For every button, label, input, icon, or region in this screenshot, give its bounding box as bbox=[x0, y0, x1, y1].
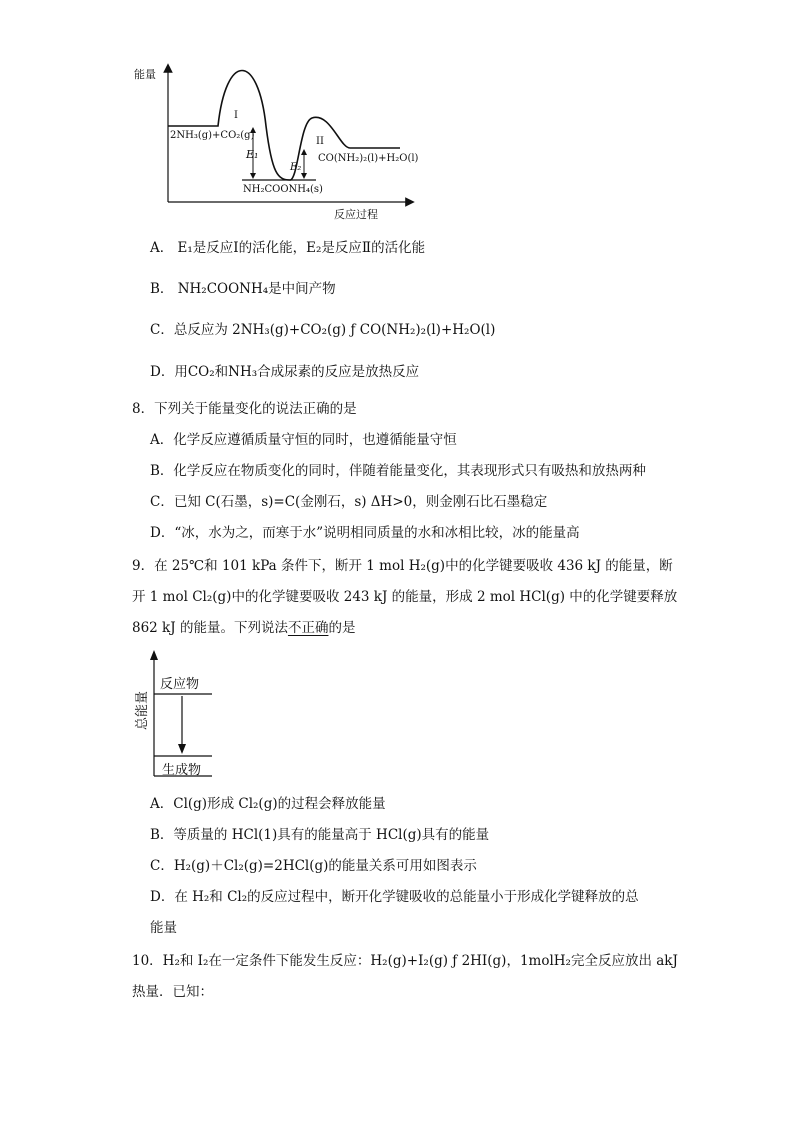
total-energy-diagram bbox=[128, 648, 228, 780]
q7-option-a: A． E₁是反应Ⅰ的活化能，E₂是反应Ⅱ的活化能 bbox=[150, 240, 426, 256]
energy-profile-diagram bbox=[130, 62, 420, 224]
q9-stem-line3 bbox=[132, 618, 355, 638]
q7-option-b: B． NH₂COONH₄是中间产物 bbox=[150, 281, 336, 297]
q9-option-d-line2: 能量 bbox=[150, 920, 177, 936]
q9-stem-line3-post: 的是 bbox=[328, 620, 356, 636]
q7-option-d: D．用CO₂和NH₃合成尿素的反应是放热反应 bbox=[150, 364, 420, 380]
q8-option-d: D．“冰，水为之，而寒于水”说明相同质量的水和冰相比较，冰的能量高 bbox=[150, 525, 580, 541]
q9-option-d-line1: D．在 H₂和 Cl₂的反应过程中，断开化学键吸收的总能量小于形成化学键释放的总 bbox=[150, 889, 639, 905]
peak1-label: I bbox=[234, 110, 238, 121]
peak2-label: II bbox=[316, 136, 324, 147]
q8-stem: 8．下列关于能量变化的说法正确的是 bbox=[132, 401, 357, 417]
q7-option-c: C．总反应为 2NH₃(g)+CO₂(g) ƒ CO(NH₂)₂(l)+H₂O(l) bbox=[150, 322, 496, 338]
q10-stem-line2: 热量．已知： bbox=[132, 984, 213, 1000]
q9-stem-line2: 开 1 mol Cl₂(g)中的化学键要吸收 243 kJ 的能量，形成 2 mol HCl(g) 中的化学键要释放 bbox=[132, 589, 678, 605]
e2-label: E₂ bbox=[290, 162, 302, 173]
products-label: CO(NH₂)₂(l)+H₂O(l) bbox=[318, 153, 419, 164]
q9-option-c: C．H₂(g)＋Cl₂(g)=2HCl(g)的能量关系可用如图表示 bbox=[150, 858, 477, 874]
e1-label: E₁ bbox=[246, 148, 259, 161]
q9-stem-line1: 9．在 25℃和 101 kPa 条件下，断开 1 mol H₂(g)中的化学键要吸收 436 kJ 的能量，断 bbox=[132, 558, 673, 574]
reactants-label: 反应物 bbox=[160, 677, 200, 692]
q9-option-b: B．等质量的 HCl(1)具有的能量高于 HCl(g)具有的能量 bbox=[150, 827, 490, 843]
q9-option-a: A．Cl(g)形成 Cl₂(g)的过程会释放能量 bbox=[150, 796, 386, 812]
q8-option-a: A．化学反应遵循质量守恒的同时，也遵循能量守恒 bbox=[150, 432, 457, 448]
q9-stem-emphasis: 不正确 bbox=[287, 620, 329, 636]
intermediate-label: NH₂COONH₄(s) bbox=[243, 184, 323, 195]
y-axis-label bbox=[134, 691, 150, 730]
q8-option-c: C．已知 C(石墨，s)=C(金刚石，s) ΔH>0，则金刚石比石墨稳定 bbox=[150, 494, 548, 510]
y-axis-label-text: 总能量 bbox=[135, 690, 150, 730]
reactants-label: 2NH₃(g)+CO₂(g) bbox=[170, 130, 255, 141]
q8-option-b: B．化学反应在物质变化的同时，伴随着能量变化，其表现形式只有吸热和放热两种 bbox=[150, 463, 646, 479]
products-label: 生成物 bbox=[162, 763, 202, 778]
x-axis-label: 反应过程 bbox=[334, 208, 378, 221]
q10-stem-line1: 10．H₂和 I₂在一定条件下能发生反应：H₂(g)+I₂(g) ƒ 2HI(g)，1molH₂完全反应放出 akJ bbox=[132, 953, 678, 969]
q9-stem-line3-pre: 862 kJ 的能量。下列说法 bbox=[132, 620, 288, 636]
y-axis-label: 能量 bbox=[134, 68, 156, 81]
